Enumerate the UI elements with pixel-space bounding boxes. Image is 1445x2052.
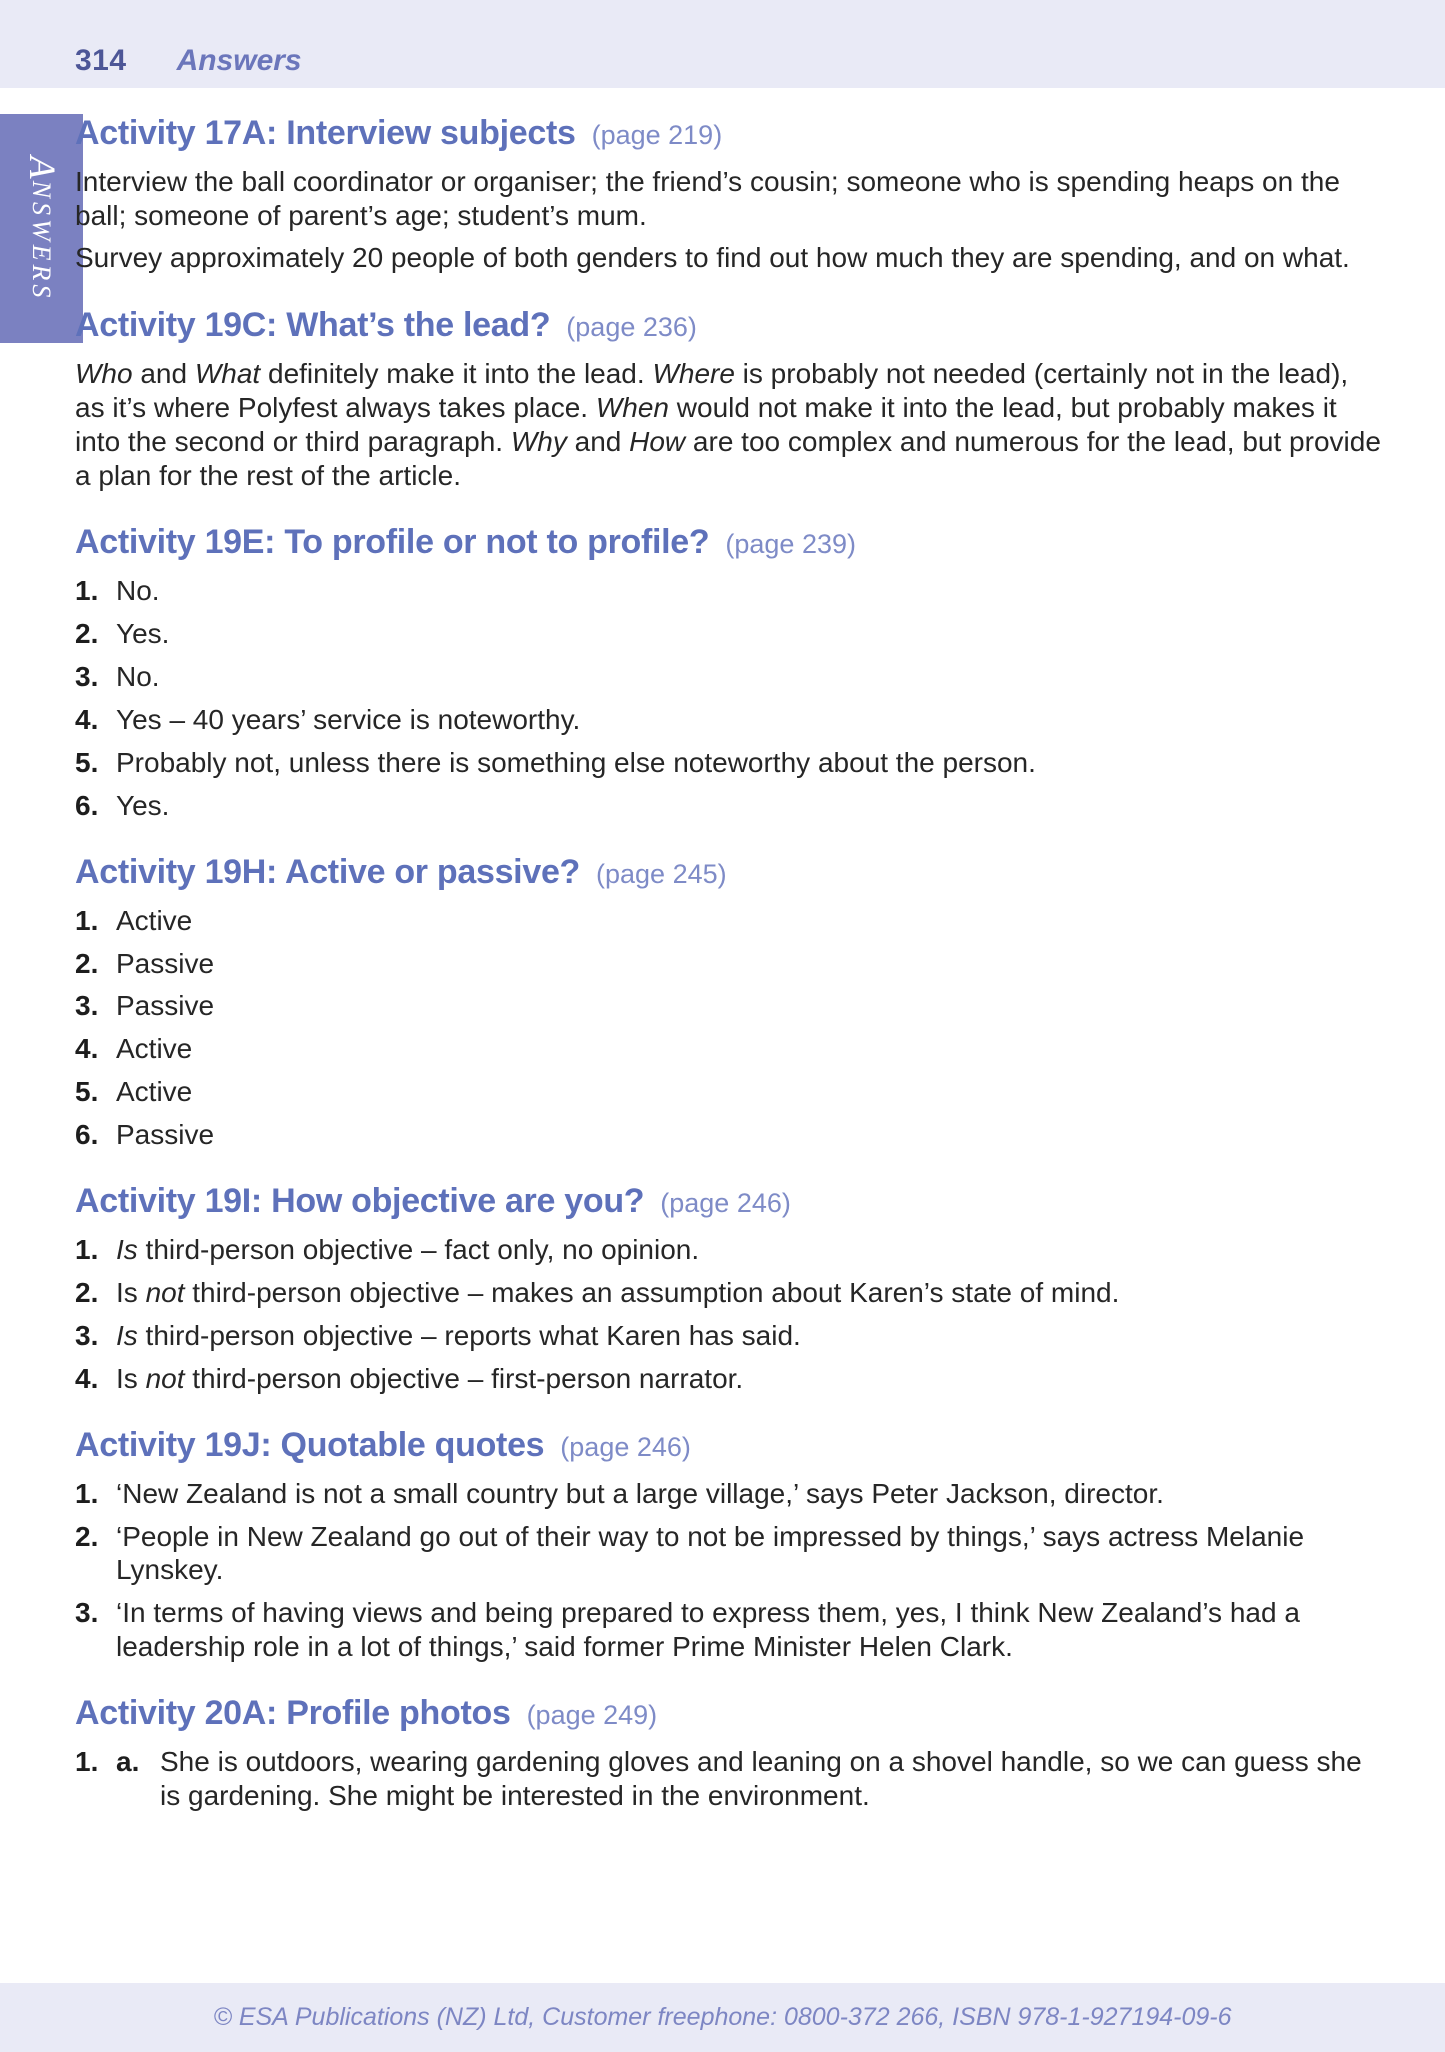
list-item [75, 1032, 1383, 1066]
list-item [75, 1477, 1383, 1511]
list-item [75, 989, 1383, 1023]
list-item-text: Is not third-person objective – makes an assumption about Karen’s state of mind. [116, 1276, 1120, 1308]
answers-content [75, 88, 1383, 1822]
list-item-text: Is third-person objective – reports what Karen has said. [116, 1319, 801, 1351]
section-activity-19c [75, 306, 1383, 494]
list-item-text: She is outdoors, wearing gardening gloves and leaning on a shovel handle, so we can guess she is gardening. She might be interested in the environment. [160, 1746, 1362, 1811]
section-activity-19j [75, 1426, 1383, 1664]
section-heading [75, 114, 1383, 153]
list-item-text: Is third-person objective – fact only, no opinion. [116, 1234, 700, 1266]
section-activity-17a [75, 114, 1383, 276]
section-page-ref: (page 239) [725, 529, 856, 560]
paragraph: Survey approximately 20 people of both genders to find out how much they are spending, and on what. [75, 242, 1350, 274]
footer-imprint: © ESA Publications (NZ) Ltd, Customer freephone: 0800-372 266, ISBN 978-1-927194-09-6 [213, 2003, 1232, 2031]
list-item [75, 789, 1383, 823]
list-item-number: 1. [75, 1477, 99, 1509]
list-item-number: 6. [75, 789, 99, 821]
list-item-number: 1. [75, 1234, 99, 1266]
side-tab-label-rest: NSWERS [27, 180, 56, 302]
section-title: Activity 19H: Active or passive? [75, 852, 581, 891]
list-item-text: Active [116, 904, 193, 936]
list-item-number: 2. [75, 947, 99, 979]
section-page-ref: (page 246) [560, 1431, 691, 1462]
section-title: Activity 19C: What’s the lead? [75, 305, 551, 344]
list-item [75, 1596, 1383, 1664]
list-item-text: Probably not, unless there is something else noteworthy about the person. [116, 746, 1036, 778]
section-heading [75, 1694, 1383, 1733]
list-item-text: Passive [116, 990, 215, 1022]
list-item [75, 1276, 1383, 1310]
list-item-number: 1. [75, 1746, 99, 1778]
list-item-number: 1. [75, 904, 99, 936]
list-item [75, 574, 1383, 608]
list-item-number: 4. [75, 1362, 99, 1394]
list-item-number: 3. [75, 661, 99, 693]
list-item-number: 3. [75, 990, 99, 1022]
list-item-text: Passive [116, 947, 215, 979]
section-activity-19e [75, 523, 1383, 822]
paragraph: Interview the ball coordinator or organiser; the friend’s cousin; someone who is spending heaps on the ball; someone of parent’s age; student’s mum. [75, 166, 1340, 232]
list-item-number: 5. [75, 1076, 99, 1108]
list-item-number: 2. [75, 1276, 99, 1308]
section-heading [75, 523, 1383, 562]
list-item-text: ‘In terms of having views and being prepared to express them, yes, I think New Zealand’s had a leadership role in a lot of things,’ said former Prime Minister Helen Clark. [116, 1597, 1300, 1663]
list-item-text: Active [116, 1033, 193, 1065]
list-item-number: 3. [75, 1597, 99, 1629]
list-item [75, 904, 1383, 938]
section-activity-19h [75, 853, 1383, 1152]
list-item-text: ‘New Zealand is not a small country but a large village,’ says Peter Jackson, director. [116, 1477, 1164, 1509]
page-footer [0, 1983, 1445, 2052]
list-item-text: ‘People in New Zealand go out of their way to not be impressed by things,’ says actress Melanie Lynskey. [116, 1520, 1305, 1586]
list-item-text: Passive [116, 1119, 215, 1151]
list-item-number: 5. [75, 746, 99, 778]
list-item-number: 4. [75, 704, 99, 735]
section-page-ref: (page 219) [591, 120, 723, 150]
list-item [75, 947, 1383, 981]
list-item-text: No. [116, 661, 160, 693]
section-page-ref: (page 249) [526, 1700, 658, 1731]
section-heading [75, 1426, 1383, 1465]
side-tab-label [23, 156, 60, 301]
list-item [75, 1118, 1383, 1152]
section-title: Activity 17A: Interview subjects [75, 114, 576, 152]
list-item [75, 1075, 1383, 1109]
list-item-text: Active [116, 1076, 193, 1108]
list-item-text: Yes. [116, 789, 170, 821]
side-tab-label-initial: A [21, 155, 62, 181]
page-number: 314 [75, 44, 127, 77]
list-item [75, 746, 1383, 780]
list-item [75, 1745, 1383, 1813]
section-page-ref: (page 236) [566, 311, 697, 342]
list-item-text: Yes – 40 years’ service is noteworthy. [116, 704, 581, 735]
section-activity-20a [75, 1694, 1383, 1813]
list-item-number: 6. [75, 1119, 99, 1151]
list-item [75, 1520, 1383, 1588]
list-item-text: No. [116, 575, 160, 607]
section-page-ref: (page 246) [660, 1187, 791, 1218]
section-title: Activity 19E: To profile or not to profile? [75, 523, 710, 562]
section-activity-19i [75, 1182, 1383, 1396]
section-heading [75, 853, 1383, 892]
section-heading [75, 1182, 1383, 1221]
page-header [0, 0, 1445, 88]
section-heading [75, 306, 1383, 345]
list-item [75, 1362, 1383, 1396]
list-item [75, 1233, 1383, 1267]
section-title: Activity 20A: Profile photos [75, 1694, 511, 1733]
list-item-text: Is not third-person objective – first-person narrator. [116, 1362, 744, 1394]
paragraph: Who and What definitely make it into the lead. Where is probably not needed (certainly not in the lead), as it’s where Polyfest always takes place. When would not make it into the lead, but probably makes it into the second or third paragraph. Why and How are too complex and numerous for the lead, but provide a plan for the rest of the article. [75, 357, 1381, 492]
list-item [75, 660, 1383, 694]
section-title: Activity 19I: How objective are you? [75, 1181, 645, 1220]
answers-side-tab [0, 114, 83, 343]
list-item-text: Yes. [116, 618, 170, 650]
list-item [75, 1319, 1383, 1353]
list-item [75, 703, 1383, 737]
running-title: Answers [176, 44, 302, 77]
section-title: Activity 19J: Quotable quotes [75, 1425, 545, 1464]
list-item-subletter: a. [116, 1746, 140, 1778]
list-item-number: 3. [75, 1319, 99, 1351]
section-page-ref: (page 245) [596, 858, 727, 889]
list-item [75, 617, 1383, 651]
list-item-number: 2. [75, 1520, 99, 1552]
list-item-number: 4. [75, 1033, 99, 1065]
list-item-number: 1. [75, 575, 99, 607]
list-item-number: 2. [75, 618, 99, 650]
